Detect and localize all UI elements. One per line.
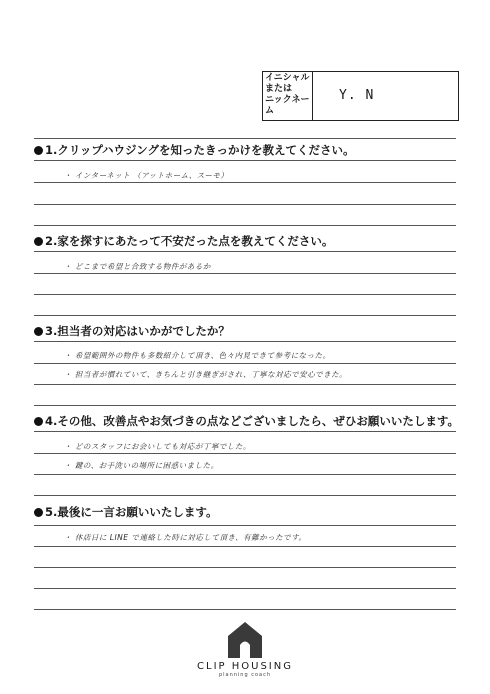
question-4 — [34, 410, 459, 500]
answer-3-2: ・ 担当者が慣れていて、きちんと引き継ぎがされ、丁寧な対応で安心できた。 — [64, 370, 348, 379]
question-5 — [34, 504, 456, 614]
bullet-icon — [34, 508, 43, 517]
question-2 — [34, 230, 456, 320]
bullet-icon — [34, 327, 43, 336]
question-3-title: 3.担当者の対応はいかがでしたか？ — [34, 323, 230, 339]
answer-4-1: ・ どのスタッフにお会いしても対応が丁寧でした。 — [64, 442, 251, 451]
question-2-title: 2.家を探すにあたって不安だった点を教えてください。 — [34, 233, 333, 249]
logo-subtitle: planning coach — [218, 672, 272, 678]
bullet-icon — [34, 417, 43, 426]
answer-5-1: ・ 休店日に LINE で連絡した時に対応して頂き、有難かったです。 — [64, 533, 307, 542]
answer-3-1: ・ 希望範囲外の物件も多数紹介して頂き、色々内見できて参考になった。 — [64, 351, 331, 360]
bullet-icon — [34, 237, 43, 246]
question-4-title: 4.その他、改善点やお気づきの点などございましたら、ぜひお願いいたします。 — [34, 413, 459, 429]
answer-1-1: ・ インターネット （アットホーム、スーモ） — [64, 171, 229, 180]
name-value: Y. N — [339, 88, 375, 103]
clip-housing-logo — [195, 620, 295, 678]
name-box — [262, 71, 459, 121]
bullet-icon — [34, 146, 43, 155]
question-1 — [34, 138, 456, 226]
question-3 — [34, 320, 456, 410]
answer-4-2: ・ 鍵の、お手洗いの場所に困惑いました。 — [64, 461, 219, 470]
question-5-title: 5.最後に一言お願いいたします。 — [34, 504, 217, 520]
answer-2-1: ・ どこまで希望と合致する物件があるか — [64, 262, 211, 271]
name-label: イニシャル または ニックネーム — [263, 72, 313, 120]
question-1-title: 1.クリップハウジングを知ったきっかけを教えてください。 — [34, 142, 354, 158]
house-icon — [225, 620, 265, 660]
logo-name: CLIP HOUSING — [197, 661, 293, 672]
